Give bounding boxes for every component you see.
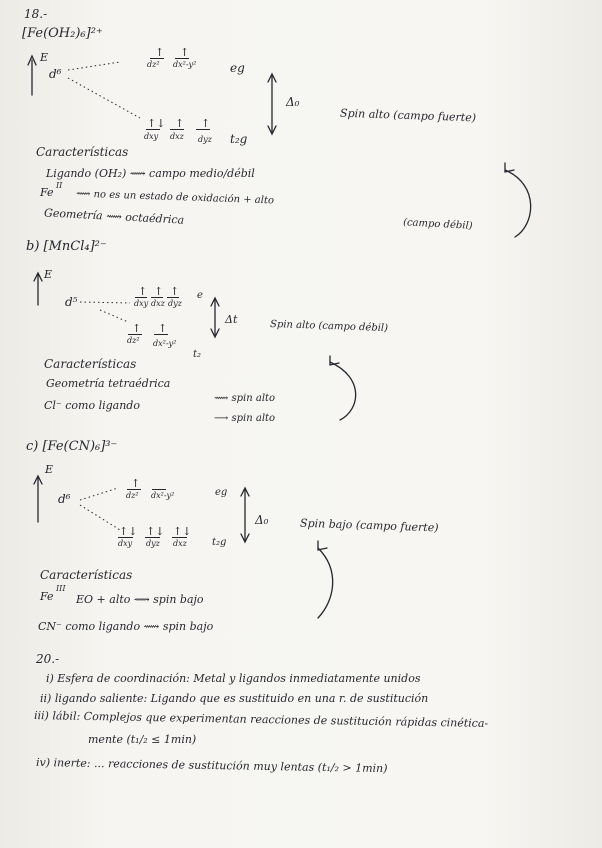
c-line-1-fe: Fe xyxy=(40,590,54,603)
question-number-18: 18.- xyxy=(24,7,48,21)
c-line-1: EO + alto ⟿ spin bajo xyxy=(76,593,204,606)
delta-c: Δ₀ xyxy=(255,513,269,527)
orbital-label: dx²-y² xyxy=(173,60,197,69)
orbital-label: dxz xyxy=(151,299,165,308)
formula-c: c) [Fe(CN)₆]³⁻ xyxy=(26,439,118,454)
c-line-1-ox: III xyxy=(56,584,66,593)
orbital-label: dx²-y² xyxy=(151,491,175,500)
t2g-label-c: t₂g xyxy=(212,537,227,548)
orbital-label: dz² xyxy=(126,491,139,500)
a-line-2-note: (campo débil) xyxy=(402,217,473,232)
q20-item-iii: iii) lábil: Complejos que experimentan reacciones de sustitución rápidas cinética- xyxy=(33,709,489,730)
splitting-dots-c xyxy=(80,488,120,530)
a-line-3: Geometría ⟿ octaédrica xyxy=(43,206,185,227)
orbital-label: dxz xyxy=(173,539,187,548)
caracteristicas-a: Características xyxy=(36,145,129,159)
orbital-label: dxz xyxy=(170,132,184,141)
electron-up: ↑ xyxy=(201,117,211,130)
d-config-c: d⁶ xyxy=(58,492,71,506)
spin-a: Spin alto (campo fuerte) xyxy=(339,106,477,125)
energy-label-b: E xyxy=(44,268,53,281)
electron-up: ↑ xyxy=(131,477,141,490)
orbital-label: dyz xyxy=(146,539,160,548)
orbital-label: dz² xyxy=(147,60,160,69)
bracket-arrow-b xyxy=(330,356,339,365)
b-line-1: Geometría tetraédrica xyxy=(46,377,171,390)
orbital-label: dyz xyxy=(198,135,212,144)
e-label-b: e xyxy=(197,290,203,301)
eg-label-a: eg xyxy=(230,61,245,75)
d-config-b: d⁵ xyxy=(65,295,78,309)
b-line-1-result: ⟿ spin alto xyxy=(214,393,276,404)
bracket-c xyxy=(318,548,333,618)
t2g-label-a: t₂g xyxy=(230,132,248,146)
q20-item-iii-cont: mente (t₁/₂ ≤ 1min) xyxy=(88,733,197,746)
b-line-2: Cl⁻ como ligando xyxy=(44,399,140,412)
eg-label-c: eg xyxy=(215,487,228,498)
orbital-label: dz² xyxy=(127,336,140,345)
electron-pair: ↑↓ xyxy=(173,525,192,538)
t2-label-b: t₂ xyxy=(193,349,202,360)
orbital-level xyxy=(152,489,166,490)
spin-c: Spin bajo (campo fuerte) xyxy=(299,516,439,535)
b-line-2-result: ⟶ spin alto xyxy=(214,413,276,424)
caracteristicas-b: Características xyxy=(44,357,137,371)
a-line-2-ox: II xyxy=(56,181,63,190)
electron-up: ↑ xyxy=(132,322,142,335)
electron-up: ↑ xyxy=(155,46,165,59)
splitting-dots-a xyxy=(68,62,140,118)
d-config-a: d⁶ xyxy=(49,67,62,81)
a-line-1: Ligando (OH₂) ⟿ campo medio/débil xyxy=(46,167,255,180)
electron-up: ↑ xyxy=(158,322,168,335)
orbital-label: dxy xyxy=(144,132,159,141)
orbital-label: dxy xyxy=(134,299,149,308)
c-line-2: CN⁻ como ligando ⟿ spin bajo xyxy=(38,620,214,633)
q20-item-iv: iv) inerte: ... reacciones de sustitución muy lentas (t₁/₂ > 1min) xyxy=(35,755,388,776)
electron-up: ↑ xyxy=(180,46,190,59)
electron-up: ↑ xyxy=(138,285,148,298)
formula-a: [Fe(OH₂)₆]²⁺ xyxy=(22,26,103,41)
formula-b: b) [MnCl₄]²⁻ xyxy=(26,239,107,254)
q20-item-ii: ii) ligando saliente: Ligando que es sustituido en una r. de sustitución xyxy=(40,692,429,705)
splitting-dots-b xyxy=(80,302,130,322)
a-line-2-fe: Fe xyxy=(40,186,54,199)
electron-up: ↑ xyxy=(170,285,180,298)
electron-pair: ↑↓ xyxy=(147,117,166,130)
orbital-label: dyz xyxy=(168,299,182,308)
energy-label-a: E xyxy=(40,51,49,64)
caracteristicas-c: Características xyxy=(40,568,133,582)
electron-up: ↑ xyxy=(154,285,164,298)
question-number-20: 20.- xyxy=(36,652,60,666)
electron-up: ↑ xyxy=(175,117,185,130)
delta-b: Δt xyxy=(225,313,238,326)
a-line-2: ⟿ no es un estado de oxidación + alto xyxy=(75,188,275,207)
electron-pair: ↑↓ xyxy=(146,525,165,538)
orbital-label: dx²-y² xyxy=(153,339,177,348)
electron-pair: ↑↓ xyxy=(119,525,138,538)
energy-label-c: E xyxy=(45,463,54,476)
bracket-a xyxy=(505,170,531,237)
spin-b: Spin alto (campo débil) xyxy=(269,318,389,335)
bracket-b xyxy=(330,362,356,420)
q20-item-i: i) Esfera de coordinación: Metal y ligandos inmediatamente unidos xyxy=(46,672,421,685)
orbital-label: dxy xyxy=(118,539,133,548)
delta-a: Δ₀ xyxy=(286,95,300,109)
